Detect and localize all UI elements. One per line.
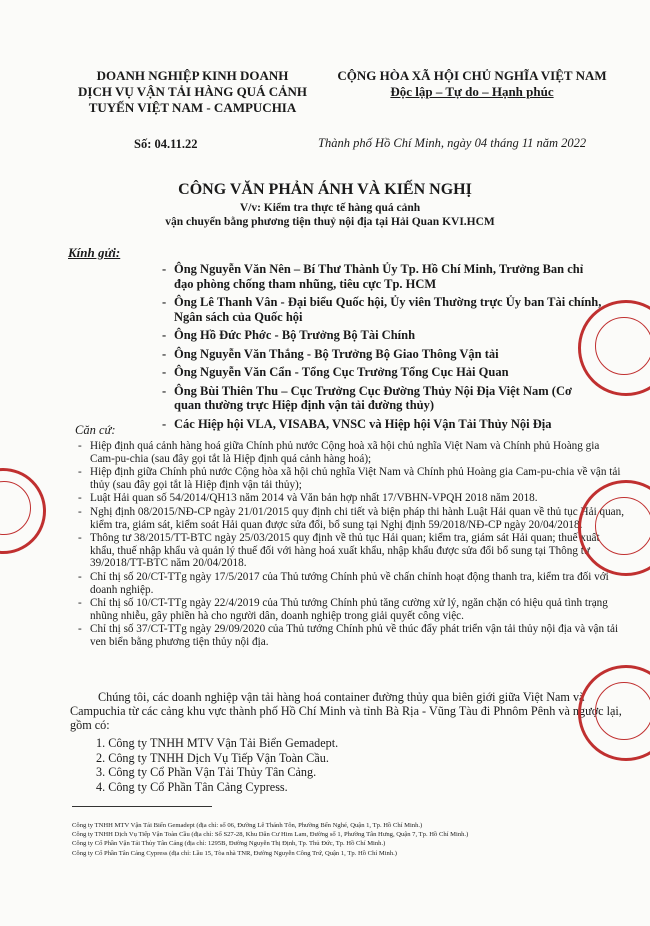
recipient-item: - Ông Nguyễn Văn Cẩn - Tổng Cục Trưởng Tổng Cục Hải Quan	[162, 365, 602, 380]
company-item: 3. Công ty Cổ Phần Vận Tải Thủy Tân Cảng.	[96, 765, 317, 779]
recipient-item: - Ông Nguyễn Văn Thắng - Bộ Trưởng Bộ Giao Thông Vận tải	[162, 347, 602, 362]
basis-item: - Hiệp định quá cảnh hàng hoá giữa Chính phủ nước Cộng hoà xã hội chủ nghĩa Việt Nam và Chính phủ Hoàng gia Cam-pu-chia (sau đây gọi tắt là Hiệp định quá cảnh hàng hoá);	[70, 440, 625, 465]
intro-paragraph: Chúng tôi, các doanh nghiệp vận tải hàng hoá container đường thủy qua biên giới giữa Việt Nam và Campuchia từ các cảng khu vực thành phố Hồ Chí Minh và tỉnh Bà Rịa - Vũng Tàu đi Phnôm Pênh và ngược lại, gồm có:	[70, 690, 622, 732]
recipient-item: - Ông Lê Thanh Vân - Đại biểu Quốc hội, Ủy viên Thường trực Ủy ban Tài chính, Ngân sách của Quốc hội	[162, 295, 602, 324]
basis-item: - Nghị định 08/2015/NĐ-CP ngày 21/01/2015 quy định chi tiết và biện pháp thi hành Luật Hải quan về thủ tục Hải quan, kiểm tra, giám sát, kiểm soát Hải quan được sửa đổi, bổ sung tại Nghị định 59/2018/NĐ-CP ngày 20/04/2018.	[70, 506, 625, 531]
subject-line2: vận chuyển bằng phương tiện thuỷ nội địa tại Hải Quan KVI.HCM	[165, 216, 495, 228]
footnote-item: Công ty TNHH MTV Vận Tải Biển Gemadept (địa chỉ: số 06, Đường Lê Thánh Tôn, Phường Bến Nghé, Quận 1, Tp. Hồ Chí Minh.)	[72, 822, 423, 829]
document-number: Số: 04.11.22	[134, 137, 198, 151]
company-seal-stamp-right-bottom	[578, 665, 650, 761]
footnotes	[72, 821, 622, 858]
company-seal-stamp-left	[0, 468, 46, 554]
recipient-item: - Các Hiệp hội VLA, VISABA, VNSC và Hiệp hội Vận Tải Thủy Nội Địa	[162, 417, 602, 432]
recipient-item: - Ông Hồ Đức Phớc - Bộ Trưởng Bộ Tài Chính	[162, 328, 602, 343]
can-cu-label: Căn cứ:	[75, 423, 116, 437]
subject-line1: V/v: Kiểm tra thực tế hàng quá cảnh	[239, 202, 421, 214]
basis-list	[70, 440, 625, 650]
company-item: 2. Công ty TNHH Dịch Vụ Tiếp Vận Toàn Cầu.	[96, 750, 329, 765]
seal-inner-ring	[595, 317, 650, 375]
motto: Độc lập – Tự do – Hạnh phúc	[390, 84, 554, 99]
seal-inner-ring	[595, 497, 650, 555]
org-name-line1: DOANH NGHIỆP KINH DOANH	[96, 68, 289, 83]
basis-item: - Chỉ thị số 10/CT-TTg ngày 22/4/2019 của Thủ tướng Chính phủ tăng cường xử lý, ngăn chặn có hiệu quả tình trạng nhũng nhiễu, gây phiền hà cho người dân, doanh nghiệp trong giải quyết công việc.	[70, 597, 625, 622]
nation-header	[322, 68, 622, 100]
subject	[150, 201, 510, 229]
basis-item: - Thông tư 38/2015/TT-BTC ngày 25/03/2015 quy định về thủ tục Hải quan; kiểm tra, giám sát Hải quan; thuế xuất khẩu, thuế nhập khẩu và quản lý thuế đối với hàng hoá xuất khẩu, nhập khẩu được sửa đổi bổ sung tại Thông tư 39/2018/TT-BTC năm 20/04/2018.	[70, 532, 625, 570]
company-item: 4. Công ty Cổ Phần Tân Cảng Cypress.	[96, 779, 288, 794]
nation-title: CỘNG HÒA XÃ HỘI CHỦ NGHĨA VIỆT NAM	[337, 68, 607, 83]
recipient-item: - Ông Bùi Thiên Thu – Cục Trưởng Cục Đường Thủy Nội Địa Việt Nam (Cơ quan thường trực Hiệp định vận tải đường thủy)	[162, 384, 602, 413]
org-name-line2: DỊCH VỤ VẬN TẢI HÀNG QUÁ CẢNH	[78, 84, 307, 99]
footnote-item: Công ty Cổ Phần Tân Cảng Cypress (địa chỉ: Lầu 15, Tòa nhà TNR, Đường Nguyễn Công Trứ, Quận 1, Tp. Hồ Chí Minh.)	[72, 849, 397, 857]
kinh-gui-label: Kính gửi:	[68, 245, 121, 260]
footnote-divider	[72, 806, 212, 807]
basis-item: - Chỉ thị số 20/CT-TTg ngày 17/5/2017 của Thủ tướng Chính phủ về chấn chỉnh hoạt động thanh tra, kiểm tra đối với doanh nghiệp.	[70, 571, 625, 596]
seal-inner-ring	[595, 682, 650, 740]
seal-inner-ring	[0, 481, 31, 535]
basis-item: - Chỉ thị số 37/CT-TTg ngày 29/09/2020 của Thủ tướng Chính phủ về thúc đẩy phát triển vận tải thủy nội địa và vận tải ven biển bằng phương tiện thủy nội địa.	[70, 623, 625, 648]
org-name-line3: TUYẾN VIỆT NAM - CAMPUCHIA	[88, 100, 297, 115]
recipient-list	[162, 262, 602, 435]
place-date: Thành phố Hồ Chí Minh, ngày 04 tháng 11 năm 2022	[318, 136, 587, 150]
basis-item: - Luật Hải quan số 54/2014/QH13 năm 2014 và Văn bản hợp nhất 17/VBHN-VPQH 2018 năm 2018.	[70, 492, 625, 505]
recipient-item: - Ông Nguyễn Văn Nên – Bí Thư Thành Ủy Tp. Hồ Chí Minh, Trưởng Ban chỉ đạo phòng chống tham nhũng, tiêu cực Tp. HCM	[162, 262, 602, 291]
footnote-item: Công ty TNHH Dịch Vụ Tiếp Vận Toàn Cầu (địa chỉ: Số S27-28, Khu Dân Cư Him Lam, Đường số 1, Phường Tân Hưng, Quận 7, Tp. Hồ Chí Minh.)	[72, 831, 469, 839]
company-list	[96, 736, 338, 794]
document-title: CÔNG VĂN PHẢN ÁNH VÀ KIẾN NGHỊ	[178, 181, 472, 198]
org-header	[55, 68, 330, 116]
footnote-item: Công ty Cổ Phần Vận Tải Thủy Tân Cảng (địa chỉ: 1295B, Đường Nguyễn Thị Định, Tp. Thủ Đức, Tp. Hồ Chí Minh.)	[72, 840, 386, 848]
basis-item: - Hiệp định giữa Chính phủ nước Cộng hòa xã hội chủ nghĩa Việt Nam và Chính phủ Hoàng gia Cam-pu-chia về vận tải thủy (sau đây gọi tắt là Hiệp định vận tải thủy);	[70, 466, 625, 491]
company-item: 1. Công ty TNHH MTV Vận Tải Biển Gemadept.	[96, 736, 339, 750]
